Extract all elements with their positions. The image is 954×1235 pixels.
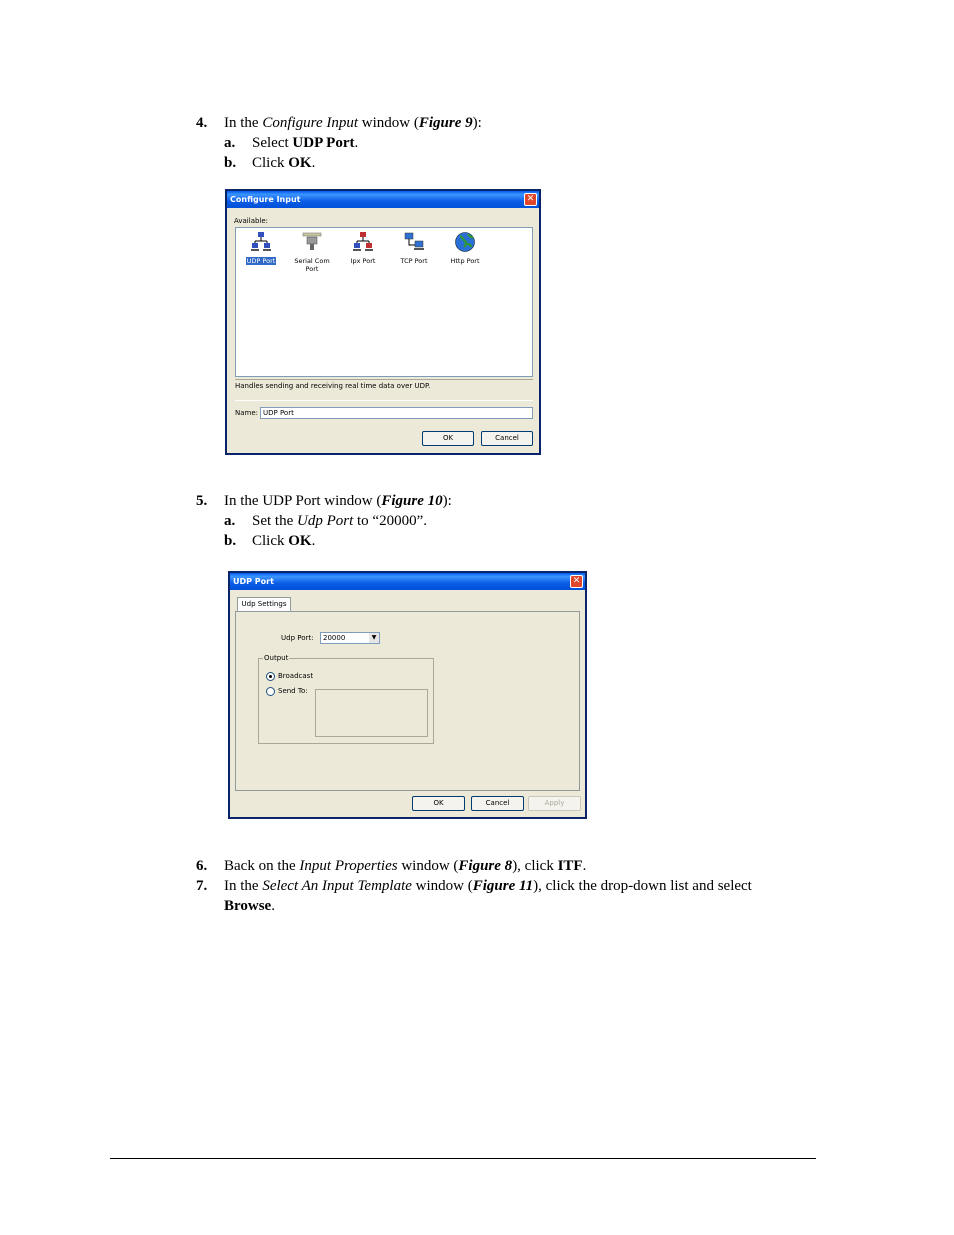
close-icon[interactable]: ✕ xyxy=(524,193,537,206)
footer-rule xyxy=(110,1158,816,1159)
list-item-label: Serial Com Port xyxy=(294,257,330,273)
broadcast-radio[interactable] xyxy=(266,672,275,681)
computers-icon xyxy=(403,231,425,253)
description-text: Handles sending and receiving real time data over UDP. xyxy=(235,382,431,390)
step-7-text-cont: Browse. xyxy=(224,898,275,914)
available-label: Available: xyxy=(234,217,269,225)
network-icon xyxy=(352,231,374,253)
step-4b-text: Click OK. xyxy=(252,155,316,171)
network-icon xyxy=(250,231,272,253)
list-item-ipx-port[interactable] xyxy=(342,231,384,265)
step-5-text: In the UDP Port window (Figure 10): xyxy=(224,493,452,509)
step-5a-text: Set the Udp Port to “20000”. xyxy=(252,513,427,529)
substep-letter: b. xyxy=(224,155,237,171)
serial-icon xyxy=(301,231,323,253)
udp-port-select[interactable] xyxy=(320,632,380,644)
list-item-http-port[interactable] xyxy=(444,231,486,265)
step-7-text: In the Select An Input Template window (Figure 11), click the drop-down list and select xyxy=(224,878,752,894)
step-4a-text: Select UDP Port. xyxy=(252,135,359,151)
step-number: 6. xyxy=(196,858,208,874)
globe-icon xyxy=(454,231,476,253)
step-6-text: Back on the Input Properties window (Figure 8), click ITF. xyxy=(224,858,587,874)
tab-panel xyxy=(235,611,580,791)
name-label: Name: xyxy=(235,409,259,417)
step-number: 7. xyxy=(196,878,208,894)
send-to-label: Send To: xyxy=(278,687,308,695)
substep-letter: a. xyxy=(224,513,236,529)
list-item-udp-port[interactable] xyxy=(240,231,282,265)
window-title: Configure Input xyxy=(227,191,539,208)
cancel-button[interactable]: Cancel xyxy=(481,431,533,446)
cancel-button[interactable]: Cancel xyxy=(471,796,524,811)
udp-port-window xyxy=(228,571,587,819)
list-item-label: Ipx Port xyxy=(350,257,376,265)
list-item-label: Http Port xyxy=(450,257,480,265)
step-4-text: In the Configure Input window (Figure 9): xyxy=(224,115,482,131)
close-icon[interactable]: ✕ xyxy=(570,575,583,588)
output-group xyxy=(258,654,434,744)
broadcast-label: Broadcast xyxy=(278,672,314,680)
udp-port-value: 20000 xyxy=(323,634,346,642)
output-label: Output xyxy=(264,654,289,662)
ok-button[interactable]: OK xyxy=(422,431,474,446)
list-item-label: TCP Port xyxy=(400,257,428,265)
send-to-list[interactable] xyxy=(315,689,428,737)
substep-letter: a. xyxy=(224,135,236,151)
tab-udp-settings[interactable]: Udp Settings xyxy=(237,597,291,611)
substep-letter: b. xyxy=(224,533,237,549)
configure-input-window xyxy=(225,189,541,455)
available-list[interactable] xyxy=(235,227,533,377)
apply-button[interactable]: Apply xyxy=(528,796,581,811)
udp-port-label: Udp Port: xyxy=(281,634,314,642)
name-field[interactable]: UDP Port xyxy=(260,407,533,419)
chevron-down-icon[interactable]: ▼ xyxy=(369,633,379,643)
step-number: 4. xyxy=(196,115,208,131)
step-number: 5. xyxy=(196,493,208,509)
step-5b-text: Click OK. xyxy=(252,533,316,549)
list-item-label: UDP Port xyxy=(246,257,276,265)
list-item-serial-com-port[interactable] xyxy=(291,231,333,273)
window-title: UDP Port xyxy=(230,573,585,590)
send-to-radio[interactable] xyxy=(266,687,275,696)
description-box xyxy=(235,379,533,401)
ok-button[interactable]: OK xyxy=(412,796,465,811)
list-item-tcp-port[interactable] xyxy=(393,231,435,265)
